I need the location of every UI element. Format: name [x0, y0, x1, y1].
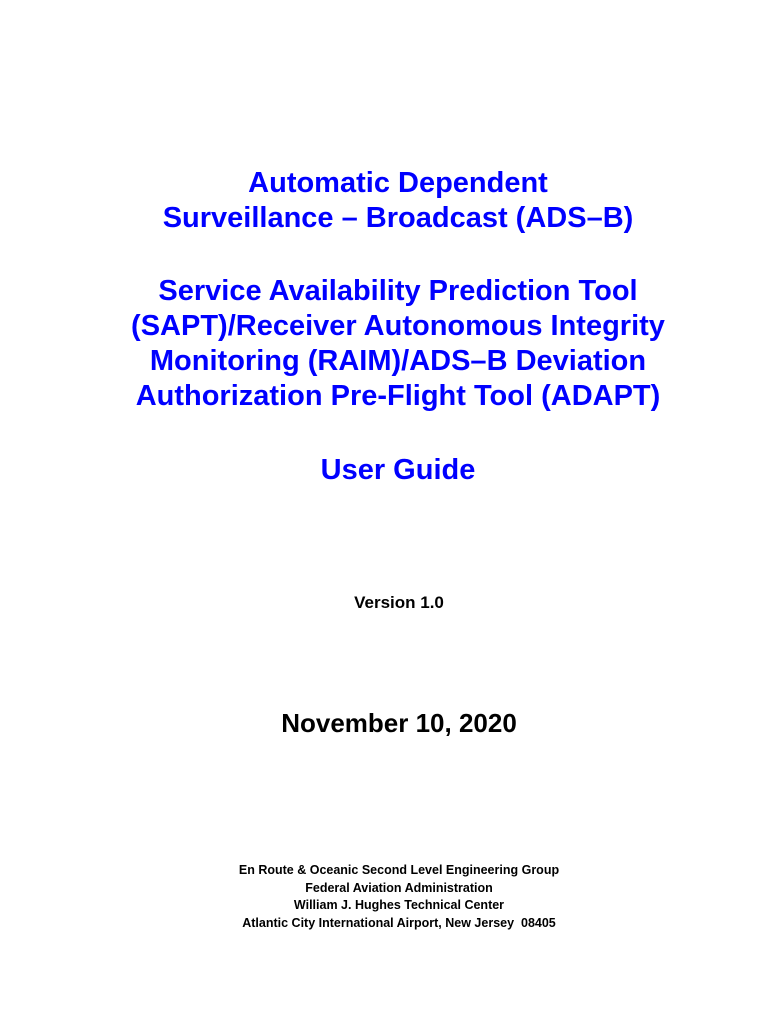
organization-line: William J. Hughes Technical Center	[293, 898, 505, 912]
subtitle-line: Monitoring (RAIM)/ADS–B Deviation	[149, 345, 647, 377]
title-line: Automatic Dependent	[248, 167, 548, 199]
organization-block	[0, 862, 768, 932]
subtitle-line: Service Availability Prediction Tool	[158, 275, 638, 307]
publication-date: November 10, 2020	[281, 708, 517, 738]
title-line: Surveillance – Broadcast (ADS–B)	[162, 202, 634, 234]
document-subtitle	[0, 274, 768, 414]
guide-label-text: User Guide	[320, 454, 476, 486]
version-label: Version 1.0	[354, 593, 444, 612]
organization-line: En Route & Oceanic Second Level Engineering Group	[238, 863, 560, 877]
organization-line: Atlantic City International Airport, New Jersey 08405	[242, 915, 556, 930]
document-title	[0, 166, 768, 236]
subtitle-line: (SAPT)/Receiver Autonomous Integrity	[131, 310, 665, 342]
organization-line: Federal Aviation Administration	[305, 880, 493, 895]
guide-label	[0, 453, 768, 488]
subtitle-line: Authorization Pre-Flight Tool (ADAPT)	[135, 380, 661, 412]
